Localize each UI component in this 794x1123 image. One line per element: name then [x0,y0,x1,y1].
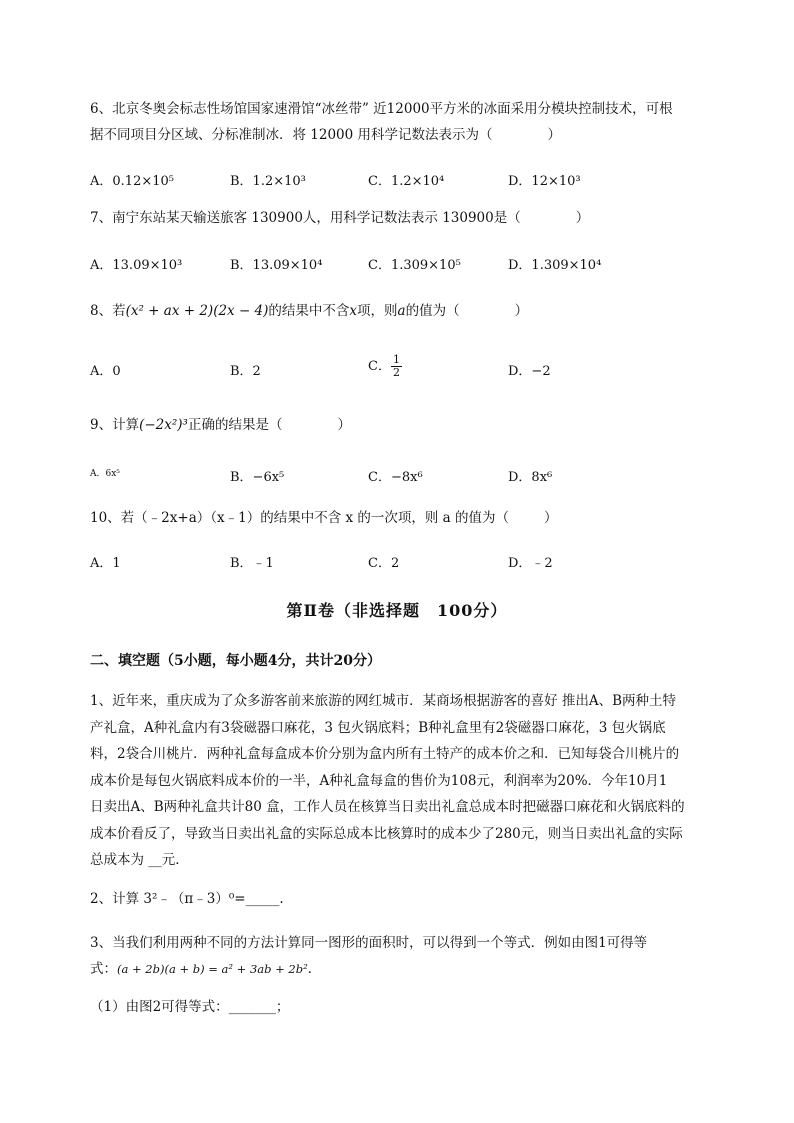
option-b[interactable]: B．2 [230,364,261,379]
question-3-line2: 式：(a + 2b)(a + b) = a² + 3ab + 2b²． [90,961,322,977]
question-10-options [90,552,730,574]
section-2-title: 第Ⅱ卷（非选择题 100分） [286,601,508,620]
paragraph-line: 料，2袋合川桃片．两种礼盒每盒成本价分别为盒内所有土特产的成本价之和．已知每袋合川桃片的 [90,746,680,762]
option-b[interactable]: B．1.2×10³ [230,174,306,189]
option-a[interactable]: A．0.12×10⁵ [90,174,174,189]
option-c[interactable]: C．1.2×10⁴ [368,174,445,189]
option-c[interactable]: C． $\frac{1}{2}$ [368,353,400,379]
expression: (−2x²)³ [139,417,188,433]
fill-question-3 [90,930,724,1020]
option-d[interactable]: D．8x⁶ [508,470,553,485]
paragraph-line: 总成本为 __元． [90,852,189,868]
question-6 [90,96,724,148]
question-7: 7、南宁东站某天输送旅客 130900人，用科学记数法表示 130900是（ ） [90,210,590,226]
question-6-line2: 据不同项目分区域、分标准制冰．将 12000 用科学记数法表示为（ ） [90,127,562,143]
expression: (a + 2b)(a + b) = a² + 3ab + 2b² [117,962,308,976]
paragraph-line: 日卖出A、B两种礼盒共计80 盒，工作人员在核算当日卖出礼盒总成本时把磁器口麻花和火锅底料的 [90,799,685,815]
option-c[interactable]: C．1.309×10⁵ [368,258,461,273]
paragraph-line: 产礼盒，A种礼盒内有3袋磁器口麻花，3 包火锅底料；B种礼盒里有2袋磁器口麻花，3 包火锅底 [90,719,666,736]
option-d[interactable]: D．−2 [508,364,551,379]
question-3-sub1: （1）由图2可得等式：_______； [90,999,290,1015]
option-b[interactable]: B．13.09×10⁴ [230,258,323,273]
question-9-options [90,466,730,488]
option-c[interactable]: C．−8x⁶ [368,470,423,485]
fraction: $\frac{1}{2}$ [392,353,400,379]
question-6-options [90,170,730,192]
question-10: 10、若（﹣2x+a）（x﹣1）的结果中不含 x 的一次项，则 a 的值为（ ） [90,510,558,526]
option-a[interactable]: A．6x⁵ [90,469,120,479]
option-a[interactable]: A．1 [90,556,121,571]
option-c[interactable]: C．2 [368,556,400,571]
option-d[interactable]: D．﹣2 [508,556,553,571]
question-3-line1: 3、当我们利用两种不同的方法计算同一图形的面积时，可以得到一个等式．例如由图1可得等 [90,935,648,951]
option-a[interactable]: A．13.09×10³ [90,258,183,273]
option-d[interactable]: D．1.309×10⁴ [508,258,602,273]
fill-question-2: 2、计算 3²﹣（π﹣3）⁰=_____. [90,891,284,907]
option-b[interactable]: B．﹣1 [230,556,274,571]
fill-question-1 [90,688,724,874]
paragraph-line: 成本价是每包火锅底料成本价的一半，A种礼盒每盒的售价为108元，利润率为20%．今年10月1 [90,772,668,789]
question-8: 8、若(x² + ax + 2)(2x − 4)的结果中不含x项，则a的值为（ ） [90,303,529,319]
question-7-options [90,254,730,276]
paragraph-line: 成本价看反了，导致当日卖出礼盒的实际总成本比核算时的成本少了280元，则当日卖出礼盒的实际 [90,825,683,842]
option-d[interactable]: D．12×10³ [508,174,581,189]
question-9: 9、计算(−2x²)³正确的结果是（ ） [90,417,351,433]
question-8-options [90,353,730,382]
question-6-line1: 6、北京冬奥会标志性场馆国家速滑馆“冰丝带” 近12000平方米的冰面采用分模块控制技术，可根 [90,101,673,117]
option-a[interactable]: A．0 [90,364,121,379]
option-b[interactable]: B．−6x⁵ [230,470,285,485]
expression: (x² + ax + 2)(2x − 4) [125,303,269,319]
fill-in-heading: 二、填空题（5小题，每小题4分，共计20分） [90,653,381,669]
paragraph-line: 1、近年来，重庆成为了众多游客前来旅游的网红城市．某商场根据游客的喜好 推出A、B两种土特 [90,693,677,709]
